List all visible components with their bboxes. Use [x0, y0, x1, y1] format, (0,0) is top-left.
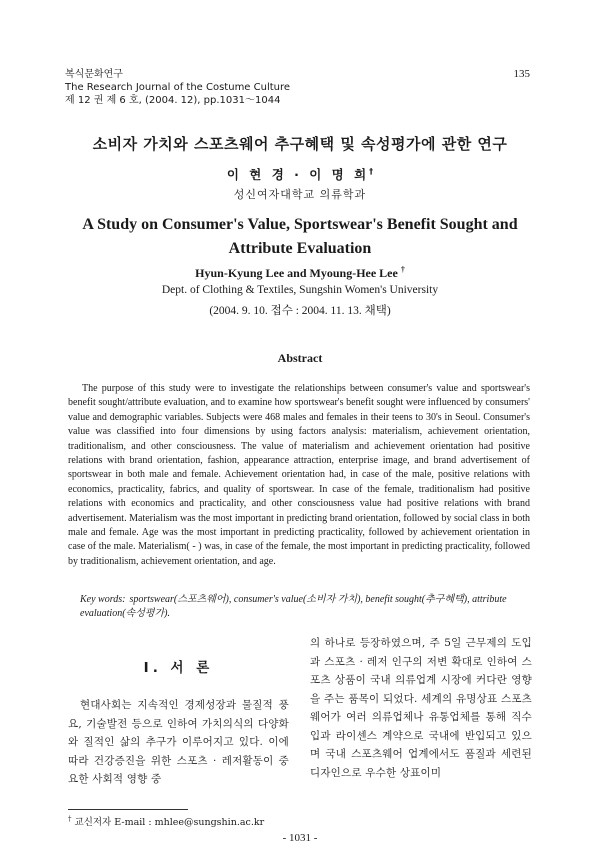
- footnote-text: 교신저자 E-mail : mhlee@sungshin.ac.kr: [74, 817, 265, 828]
- paper-title-en-line2: Attribute Evaluation: [228, 240, 372, 257]
- keywords: [80, 593, 532, 621]
- volume-info: 제 12 권 제 6 호, (2004. 12), pp.1031～1044: [65, 95, 281, 106]
- paper-title-en: [0, 213, 600, 261]
- corresponding-mark: †: [369, 166, 374, 176]
- journal-name-en: The Research Journal of the Costume Culture: [65, 82, 291, 93]
- authors-ko-names: 이 현 경 · 이 명 희: [226, 167, 370, 182]
- footnote-rule: [68, 809, 188, 810]
- keywords-text: sportswear(스포츠웨어), consumer's value(소비자 가치), benefit sought(추구혜택), attribute evaluation(속성평가).: [80, 594, 507, 619]
- footnote: [68, 814, 264, 828]
- authors-ko: [0, 165, 600, 183]
- journal-name-ko: 복식문화연구: [65, 69, 123, 80]
- footnote-mark: †: [68, 814, 72, 823]
- authors-en: [0, 265, 600, 281]
- affiliation-ko: 성신여자대학교 의류학과: [233, 188, 367, 201]
- abstract-body: The purpose of this study were to investigate the relationships between consumer's value and sportswear's benefit sought/attribute evaluation, and to examine how sportswear's benefit sought were influenced by consumers' value and demographic variables. Subjects were 468 males and females in their teens to 30's in Seoul. Consumer's value was classified into four dimensions by using factors analysis: materialism, achievement orientation, traditionalism, and other consciousness. The value of materialism and achievement orientation had positive relations with brand orientation, fashion, appearance attraction, enterprise image, and brand advertisement of sportswear in both male and female. Achievement orientation had, in case of the male, positive relations with economics, practicality, fabrics, and quality of sportswear. In case of the female, traditionalism had positive relations with economics and practicality, and other consciousness value had positive relations with brand advertisement. Materialism was the most important in predicting brand orientation, followed by social class in both male and female. Age was the most important in predicting practicality, followed by achievement orientation in case of the male. Materialism( - ) was, in case of the female, the most important in predicting practicality, followed by traditionalism, achievement orientation, and age.: [68, 383, 530, 567]
- paper-title-en-line1: A Study on Consumer's Value, Sportswear's Benefit Sought and: [82, 216, 518, 233]
- keywords-label: Key words:: [80, 594, 126, 605]
- corresponding-mark-en: †: [400, 265, 405, 274]
- paper-title-ko: 소비자 가치와 스포츠웨어 추구혜택 및 속성평가에 관한 연구: [92, 135, 508, 153]
- page-footer-number: - 1031 -: [282, 832, 318, 844]
- intro-text-right: 의 하나로 등장하였으며, 주 5일 근무제의 도입과 스포츠 · 레저 인구의 저변 확대로 인하여 스포츠 상품이 국내 의류업계 시장에 커다란 영향을 주는 품목이 되었다. 세계의 유명상표 스포츠웨어가 여러 의류업체나 유통업체를 통해 직수입과 라이센스 계약으로 국내에 반입되고 있으며 국내 스포츠웨어 업계에서도 품질과 세련된 디자인으로 우수한 상표이미: [310, 637, 532, 779]
- right-column: [310, 634, 532, 782]
- received-accepted-dates: (2004. 9. 10. 접수 : 2004. 11. 13. 채택): [209, 305, 391, 317]
- section-heading: I. 서 론: [143, 660, 214, 676]
- page-number-top: 135: [513, 68, 530, 80]
- left-column: [68, 640, 289, 789]
- abstract-heading: Abstract: [277, 351, 323, 365]
- intro-text-left: 현대사회는 지속적인 경제성장과 물질적 풍요, 기술발전 등으로 인하여 가치의식의 다양화와 질적인 삶의 추구가 이루어지고 있다. 이에 따라 건강증진을 위한 스포츠 · 레저활동이 중요한 사회적 영향 중: [68, 699, 289, 785]
- affiliation-en: Dept. of Clothing & Textiles, Sungshin Women's University: [161, 284, 439, 296]
- journal-header: [65, 68, 290, 107]
- authors-en-names: Hyun-Kyung Lee and Myoung-Hee Lee: [195, 266, 398, 280]
